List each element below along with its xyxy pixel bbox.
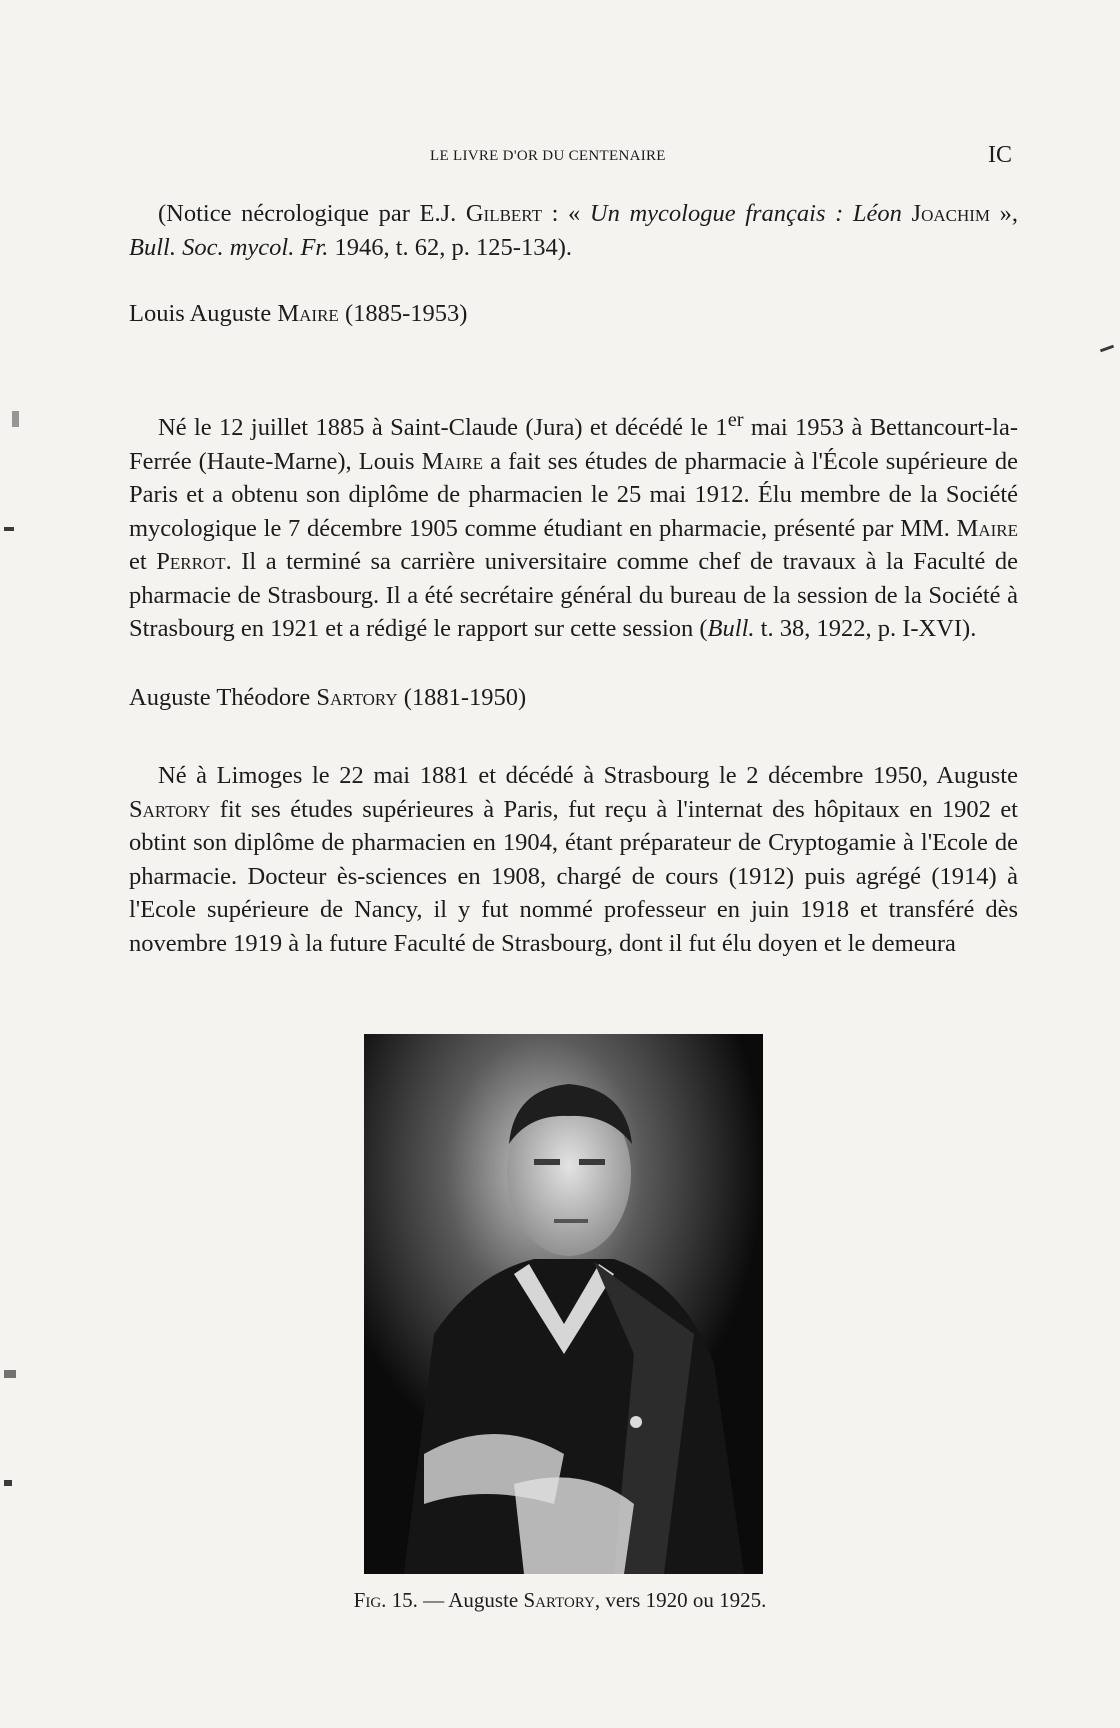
scan-mark (1100, 345, 1114, 353)
author-name: Gilbert (465, 200, 543, 227)
biography-paragraph-sartory: Né à Limoges le 22 mai 1881 et décédé à Strasbourg le 2 décembre 1950, Auguste Sartory fit ses études supérieures à Paris, fut reçu à l'internat des hôpitaux en 1902 et obtint son diplôme de pharmacien en 1904, étant préparateur de Cryptogamie à l'Ecole de pharmacie. Docteur ès-sciences en 1908, chargé de cours (1912) puis agrégé (1914) à l'Ecole supérieure de Nancy, il y fut nommé professeur en juin 1918 et transféré dès novembre 1919 à la future Faculté de Strasbourg, dont il fut élu doyen et le demeura (129, 762, 1018, 957)
biography-paragraph-maire: Né le 12 juillet 1885 à Saint-Claude (Jura) et décédé le 1er mai 1953 à Bettancourt-la-Ferrée (Haute-Marne), Louis Maire a fait ses études de pharmacie à l'École supérieure de Paris et a obtenu son diplôme de pharmacien le 25 mai 1912. Élu membre de la Société mycologique le 7 décembre 1905 comme étudiant en pharmacie, présenté par MM. Maire et Perrot. Il a terminé sa carrière universitaire comme chef de travaux à la Faculté de pharmacie de Strasbourg. Il a été secrétaire général du bureau de la session de la Société à Strasbourg en 1921 et a rédigé le rapport sur cette session (Bull. t. 38, 1922, p. I-XVI). (129, 409, 1018, 643)
journal-name: Bull. Soc. mycol. Fr. (129, 233, 329, 261)
scan-mark (4, 1370, 16, 1378)
running-header (130, 142, 1020, 170)
page-number: IC (988, 142, 1012, 168)
running-title: LE LIVRE D'OR DU CENTENAIRE (430, 148, 666, 164)
scan-mark (12, 411, 19, 427)
obituary-notice-reference: (Notice nécrologique par E.J. Gilbert : « Un mycologue français : Léon Joachim », Bull. Soc. mycol. Fr. 1946, t. 62, p. 125-134). (129, 200, 1019, 261)
portrait-photograph (364, 1034, 763, 1574)
scan-mark (4, 527, 14, 531)
section-heading-maire: Louis Auguste Maire (1885-1953) (129, 300, 468, 327)
scan-mark (4, 1480, 12, 1486)
section-heading-sartory: Auguste Théodore Sartory (1881-1950) (129, 684, 527, 711)
figure-caption: Fig. 15. — Auguste Sartory, vers 1920 ou 1925. (353, 1588, 767, 1612)
subject-name: Joachim (911, 200, 991, 227)
article-title: Un mycologue français : Léon (589, 200, 902, 227)
portrait-image (364, 1034, 763, 1574)
